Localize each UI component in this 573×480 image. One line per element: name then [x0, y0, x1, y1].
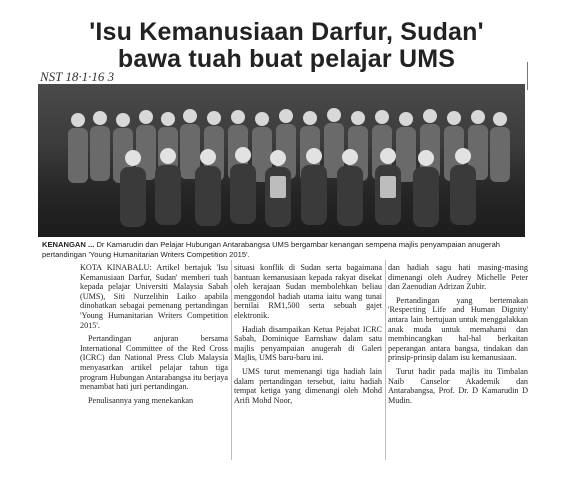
column-divider — [231, 260, 232, 460]
group-photo-figures — [38, 84, 525, 237]
article-column-1 — [80, 263, 228, 409]
paragraph: Pertandingan yang bertemakan 'Respecting Life and Human Dignity' antara lain bertujuan untuk menggalakkan anak muda untuk memahami dan membincangkan hal-hal berkaitan peperangan antara bangsa, tindakan dan prinsip-prinsip dalam isu kemanusiaan. — [388, 295, 528, 363]
caption-lead: KENANGAN ... — [42, 240, 95, 249]
source-tag: NST 18·1·16 3 — [40, 69, 115, 84]
paragraph: UMS turut memenangi tiga hadiah lain dalam pertandingan tersebut, iaitu hadiah tempat ketiga yang dimenangi oleh Mohd Arifi Mohd Noor, — [234, 366, 382, 405]
photo-caption — [42, 240, 526, 260]
headline-line-2: bawa tuah buat pelajar UMS — [117, 45, 456, 73]
paragraph: situasi konflik di Sudan serta bagaimana bantuan kemanusiaan kepada rakyat disekat oleh kerajaan Sudan membolehkan beliau menggondol hadiah utama iaitu wang tunai bernilai RM1,500 serta sebuah gajet elektronik. — [234, 263, 382, 320]
paragraph: dan hadiah sagu hati masing-masing dimenangi oleh Audrey Michelle Peter dan Zaenudian Adrizan Zubir. — [388, 263, 528, 292]
paragraph: Pertandingan anjuran bersama International Committee of the Red Cross (ICRC) dan National Press Club Malaysia menyasarkan artikel pelajar tahun tiga program Hubungan Antarabangsa itu berjaya menambat hati juri pertandingan. — [80, 334, 228, 392]
caption-text: Dr Kamarudin dan Pelajar Hubungan Antarabangsa UMS bergambar kenangan sempena majlis penyampaian anugerah pertandingan 'Young Humanitarian Writers Competition 2015'. — [42, 240, 501, 259]
paragraph: Turut hadir pada majlis itu Timbalan Naib Canselor Akademik dan Antarabangsa, Prof. Dr. D Kamarudin D Mudin. — [388, 366, 528, 405]
group-photo — [38, 84, 525, 237]
headline-line-1: 'Isu Kemanusiaan Darfur, Sudan' — [89, 18, 484, 46]
article-column-2 — [234, 263, 382, 409]
margin-rule — [527, 62, 528, 90]
column-divider — [385, 260, 386, 460]
paragraph: Hadiah disampaikan Ketua Pejabat ICRC Sabah, Dominique Earnshaw dalam satu majlis penyampaian anugerah di Galeri Majlis, UMS baru-baru ini. — [234, 324, 382, 363]
paragraph: KOTA KINABALU: Artikel bertajuk 'Isu Kemanusiaan Darfur, Sudan' memberi tuah kepada pelajar Universiti Malaysia Sabah (UMS), Siti Nurzelihin Laiko apabila dinobatkan sebagai pemenang pertandingan 'Young Humanitarian Writers Competition 2015'. — [80, 263, 228, 330]
paragraph: Penulisannya yang menekankan — [88, 395, 194, 405]
article-column-3 — [388, 263, 528, 409]
